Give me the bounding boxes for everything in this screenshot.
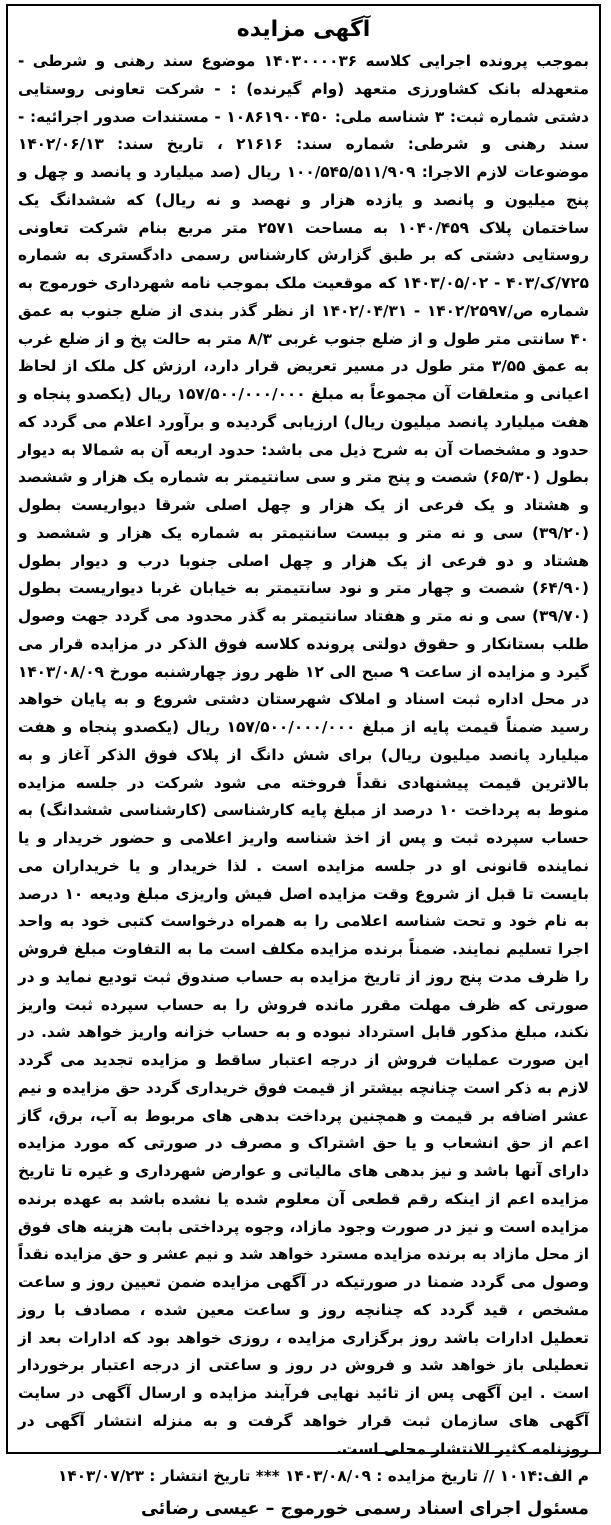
notice-reference-dates: م الف:۱۰۱۴ // تاریخ مزایده : ۱۴۰۳/۰۸/۰۹ *** تاریخ انتشار : ۱۴۰۳/۰۷/۲۳ [58, 1467, 589, 1486]
notice-signature: مسئول اجرای اسناد رسمی خورموج – عیسی رضائی [140, 1499, 589, 1519]
notice-title: آگهی مزایده [236, 17, 371, 42]
notice-body: بموجب پرونده اجرایی کلاسه ۱۴۰۳۰۰۰۰۳۶ موضوع سند رهنی و شرطی - متعهدله بانک کشاورزی متعهد (وام گیرنده) : - شرکت تعاونی روستایی دشتی شماره ثبت: ۳ شناسه ملی: ۱۰۸۶۱۹۰۰۴۵۰ - مستندات صدور اجرائیه: - سند رهنی و شرطی: شماره سند: ۲۱۶۱۶ ، تاریخ سند: ۱۴۰۲/۰۶/۱۳ موضوعات لازم الاجرا: ۱۰۰/۵۴۵/۵۱۱/۹۰۹ ریال (صد میلیارد و پانصد و چهل و پنج میلیون و پانصد و یازده هزار و نهصد و نه ریال) که ششدانگ یک ساختمان پلاک ۱۰۴۰/۴۵۹ به مساحت ۲۵۷۱ متر مربع بنام شرکت تعاونی روستایی دشتی که بر طبق گزارش کارشناس رسمی دادگستری به شماره ۷۲۵/ک/۴۰۳ - ۱۴۰۳/۰۵/۰۲ که موقعیت ملک بموجب نامه شهرداری خورموج به شماره ص/۱۴۰۲/۲۵۹۷ - ۱۴۰۲/۰۴/۳۱ از نظر گذر بندی از ضلع جنوب به عمق ۴۰ سانتی متر طول و از ضلع جنوب غربی ۸/۳ متر به حالت پخ و از ضلع غرب به عمق ۳/۵۵ متر طول در مسیر تعریض قرار دارد، ارزش کل ملک از لحاظ اعیانی و متعلقات آن مجموعاً به مبلغ ۱۵۷/۵۰۰/۰۰۰/۰۰۰ ریال (یکصدو پنجاه و هفت میلیارد پانصد میلیون ریال) ارزیابی گردیده و برآورد اعلام می گردد که حدود و مشخصات آن به شرح ذیل می باشد: حدود اربعه آن به شمالا به دیوار بطول (۶۵/۳۰) شصت و پنج متر و سی سانتیمتر به شماره یک هزار و ششصد و هشتاد و یک فرعی از یک هزار و چهل اصلی شرقا دیواریست بطول (۳۹/۲۰) سی و نه متر و بیست سانتیمتر به شماره یک هزار و ششصد و هشتاد و دو فرعی از یک هزار و چهل اصلی جنوبا درب و دیوار بطول (۶۴/۹۰) شصت و چهار متر و نود سانتیمتر به خیابان غربا دیواریست بطول (۳۹/۷۰) سی و نه متر و هفتاد سانتیمتر به گذر محدود می گردد جهت وصول طلب بستانکار و حقوق دولتی پرونده کلاسه فوق الذکر در مزایده قرار می گیرد و مزایده از ساعت ۹ صبح الی ۱۲ ظهر روز چهارشنبه مورخ ۱۴۰۳/۰۸/۰۹ در محل اداره ثبت اسناد و املاک شهرستان دشتی شروع و به پایان خواهد رسید ضمناً قیمت پایه از مبلغ ۱۵۷/۵۰۰/۰۰۰/۰۰۰ ریال (یکصدو پنجاه و هفت میلیارد پانصد میلیون ریال) برای شش دانگ از پلاک فوق الذکر آغاز و به بالاترین قیمت پیشنهادی نقداً فروخته می شود شرکت در جلسه مزایده منوط به پرداخت ۱۰ درصد از مبلغ پایه کارشناسی (کارشناسی ششدانگ) به حساب سپرده ثبت و پس از اخذ شناسه واریز اعلامی و حضور خریدار و یا نماینده قانونی او در جلسه مزایده است . لذا خریدار و یا خریداران می بایست تا قبل از شروع وقت مزایده اصل فیش واریزی مبلغ ودیعه ۱۰ درصد به نام خود و تحت شناسه اعلامی را به همراه درخواست کتبی خود به واحد اجرا تسلیم نمایند. ضمناً برنده مزایده مکلف است ما به التفاوت مبلغ فروش را ظرف مدت پنج روز از تاریخ مزایده به حساب صندوق ثبت تودیع نماید و در صورتی که ظرف مهلت مقرر مانده فروش را به حساب سپرده ثبت واریز نکند، مبلغ مذکور قابل استرداد نبوده و به حساب خزانه واریز خواهد شد. در این صورت عملیات فروش از درجه اعتبار ساقط و مزایده تجدید می گردد لازم به ذکر است چنانچه بیشتر از قیمت فوق خریداری گردد حق مزایده و نیم عشر اضافه بر قیمت و همچنین پرداخت بدهی های مربوط به آب، برق، گاز اعم از حق انشعاب و یا حق اشتراک و مصرف در صورتی که مورد مزایده دارای آنها باشد و نیز بدهی های مالیاتی و عوارض شهرداری و غیره تا تاریخ مزایده اعم از اینکه رقم قطعی آن معلوم شده یا نشده باشد به عهده برنده مزایده است و نیز در صورت وجود مازاد، وجوه پرداختی بابت هزینه های فوق از محل مازاد به برنده مزایده مسترد خواهد شد و نیم عشر و حق مزایده نقداً وصول می گردد ضمنا در صورتیکه در آگهی مزایده ضمن تعیین روز و ساعت مشخص ، قید گردد که چنانچه روز و ساعت معین شده ، مصادف با روز تعطیل ادارات باشد روز برگزاری مزایده ، روزی خواهد بود که ادارات بعد از تعطیلی باز خواهد شد و فروش در روز و ساعتی از درجه اعتبار برخوردار است . این آگهی پس از تائید نهایی فرآیند مزایده و ارسال آگهی در سایت آگهی های سازمان ثبت قرار خواهد گرفت و به منزله انتشار آگهی در روزنامه کثیر الانتشار محلی است. [18, 52, 590, 1458]
auction-notice [6, 4, 601, 1519]
